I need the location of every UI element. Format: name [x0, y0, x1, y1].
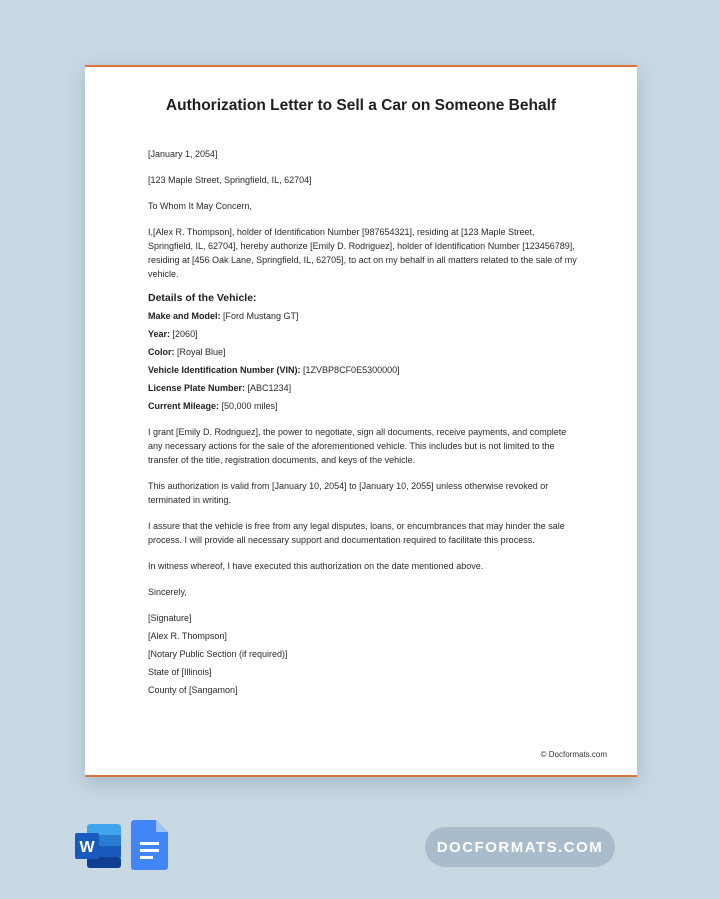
- letter-document: [85, 65, 637, 777]
- assurance-paragraph: I assure that the vehicle is free from any legal disputes, loans, or encumbrances that may hinder the sale process. I will provide all necessary support and documentation required to facilitate this process.: [148, 521, 565, 545]
- detail-label: Color:: [148, 347, 175, 357]
- detail-label: Current Mileage:: [148, 401, 220, 411]
- signature-line: [Signature]: [148, 613, 192, 623]
- detail-label: Vehicle Identification Number (VIN):: [148, 365, 301, 375]
- google-docs-icon[interactable]: [131, 820, 168, 870]
- salutation: To Whom It May Concern,: [148, 201, 253, 211]
- svg-text:W: W: [79, 839, 95, 856]
- detail-vin: [148, 363, 578, 377]
- detail-label: License Plate Number:: [148, 383, 246, 393]
- detail-value: [1ZVBP8CF0E5300000]: [303, 365, 400, 375]
- docformats-brand-badge[interactable]: DOCFORMATS.COM: [425, 827, 615, 867]
- grant-paragraph: I grant [Emily D. Rodriguez], the power to negotiate, sign all documents, receive payments, and complete any necessary actions for the sale of the aforementioned vehicle. This includes but is not limited to the transfer of the title, registration documents, and keys of the vehicle.: [148, 427, 567, 465]
- microsoft-word-icon[interactable]: [73, 822, 123, 870]
- detail-value: [Ford Mustang GT]: [223, 311, 299, 321]
- detail-make-model: [148, 309, 578, 323]
- detail-year: [148, 327, 578, 341]
- vehicle-details-heading: Details of the Vehicle:: [148, 292, 257, 304]
- notary-section: [Notary Public Section (if required)]: [148, 649, 288, 659]
- letter-body: [148, 147, 578, 697]
- copyright-credit: © Docformats.com: [540, 750, 607, 759]
- detail-value: [50,000 miles]: [221, 401, 278, 411]
- document-title: Authorization Letter to Sell a Car on Someone Behalf: [165, 97, 557, 114]
- detail-mileage: [148, 399, 578, 413]
- letter-date: [January 1, 2054]: [148, 149, 218, 159]
- detail-value: [2060]: [172, 329, 198, 339]
- detail-license-plate: [148, 381, 578, 395]
- intro-paragraph: I,[Alex R. Thompson], holder of Identification Number [987654321], residing at [123 Maple Street, Springfield, IL, 62704], hereby authorize [Emily D. Rodriguez], holder of Identification Number [123456789], residing at [456 Oak Lane, Springfield, IL, 62705], to act on my behalf in all matters related to the sale of my vehicle.: [148, 227, 577, 279]
- closing: Sincerely,: [148, 587, 187, 597]
- detail-value: [Royal Blue]: [177, 347, 226, 357]
- county-line: County of [Sangamon]: [148, 685, 238, 695]
- detail-color: [148, 345, 578, 359]
- validity-paragraph: This authorization is valid from [January 10, 2054] to [January 10, 2055] unless otherwise revoked or terminated in writing.: [148, 481, 549, 505]
- sender-address: [123 Maple Street, Springfield, IL, 62704]: [148, 175, 312, 185]
- signer-name: [Alex R. Thompson]: [148, 631, 227, 641]
- witness-paragraph: In witness whereof, I have executed this authorization on the date mentioned above.: [148, 561, 484, 571]
- detail-label: Make and Model:: [148, 311, 221, 321]
- state-line: State of [Illinois]: [148, 667, 212, 677]
- detail-value: [ABC1234]: [247, 383, 292, 393]
- detail-label: Year:: [148, 329, 171, 339]
